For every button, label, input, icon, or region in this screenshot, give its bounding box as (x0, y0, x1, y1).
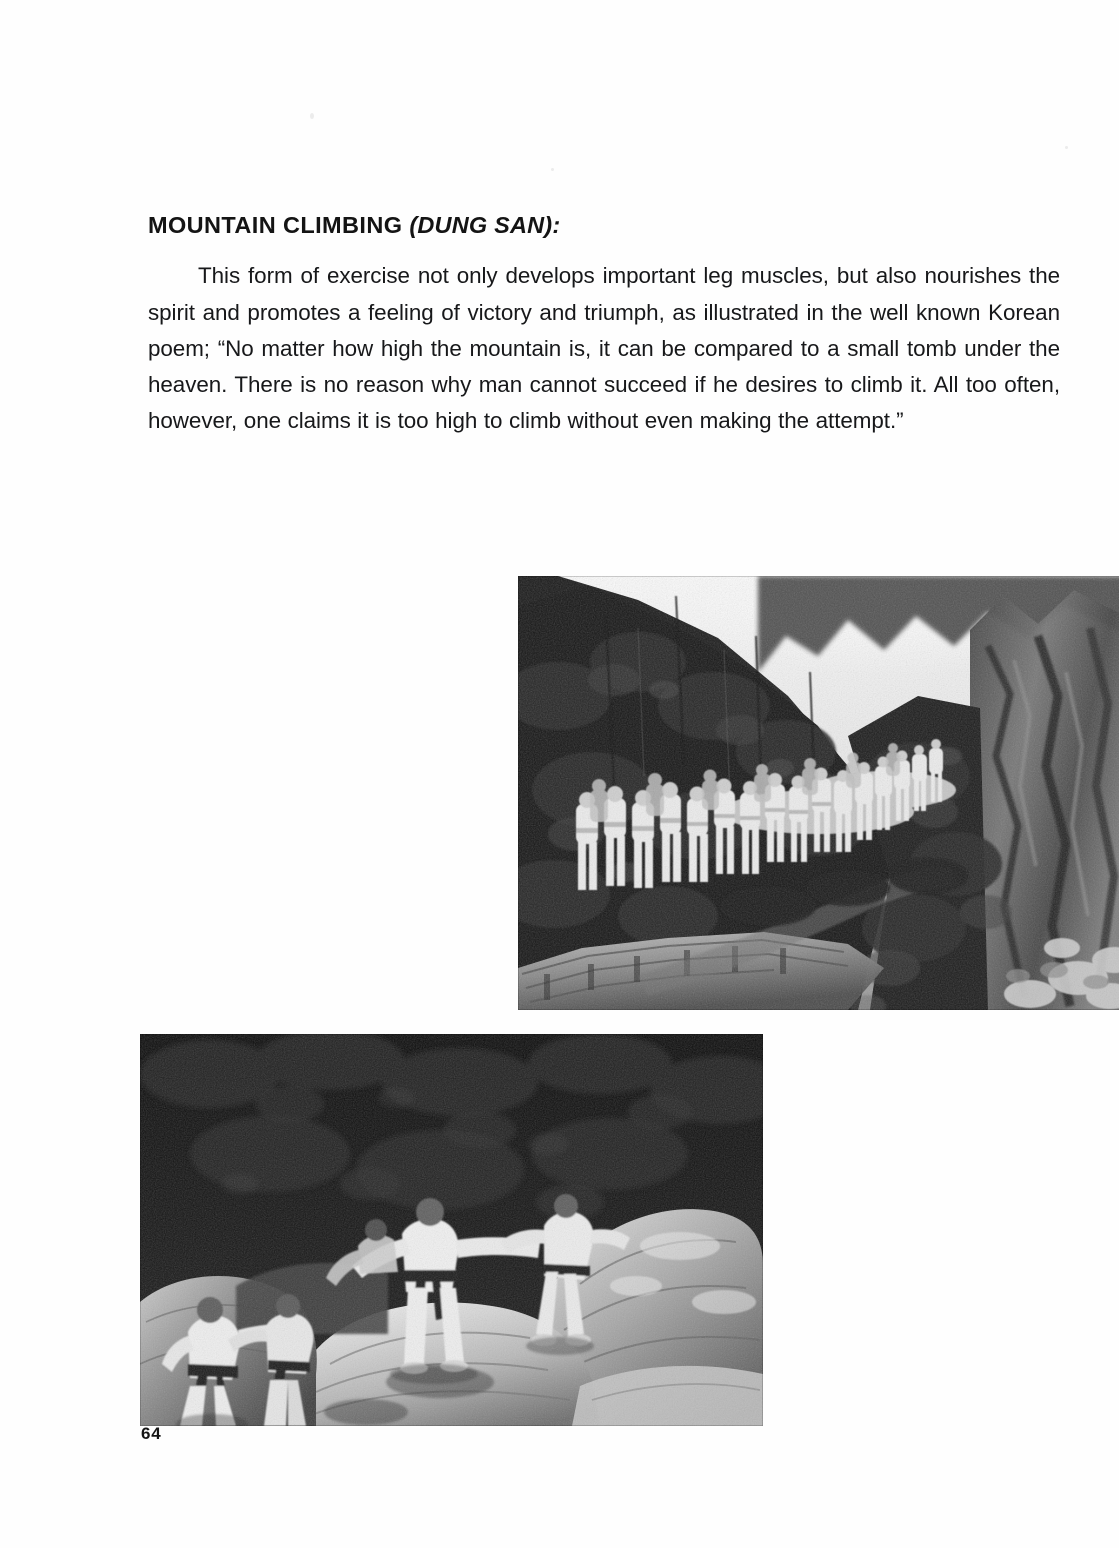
scan-speck (551, 168, 554, 171)
section-heading (148, 212, 560, 239)
figure-mountain-trail-climb (518, 576, 1119, 1010)
scan-speck (1065, 146, 1068, 149)
photo-bottom-graphic (140, 1034, 763, 1426)
scan-speck (310, 113, 314, 119)
page-number: 64 (141, 1424, 162, 1443)
figure-boulder-training (140, 1034, 763, 1426)
heading-korean-term: (DUNG SAN): (409, 211, 561, 238)
heading-title: MOUNTAIN CLIMBING (148, 211, 403, 238)
photo-top-graphic (518, 576, 1119, 1010)
body-paragraph: This form of exercise not only develops important leg muscles, but also nourishes the spirit and promotes a feeling of victory and triumph, as illustrated in the well known Korean poem; “No matter how high the mountain is, it can be compared to a small tomb under the heaven. There is no reason why man cannot succeed if he desires to climb it. All too often, however, one claims it is too high to climb without even making the attempt.” (148, 263, 1060, 434)
